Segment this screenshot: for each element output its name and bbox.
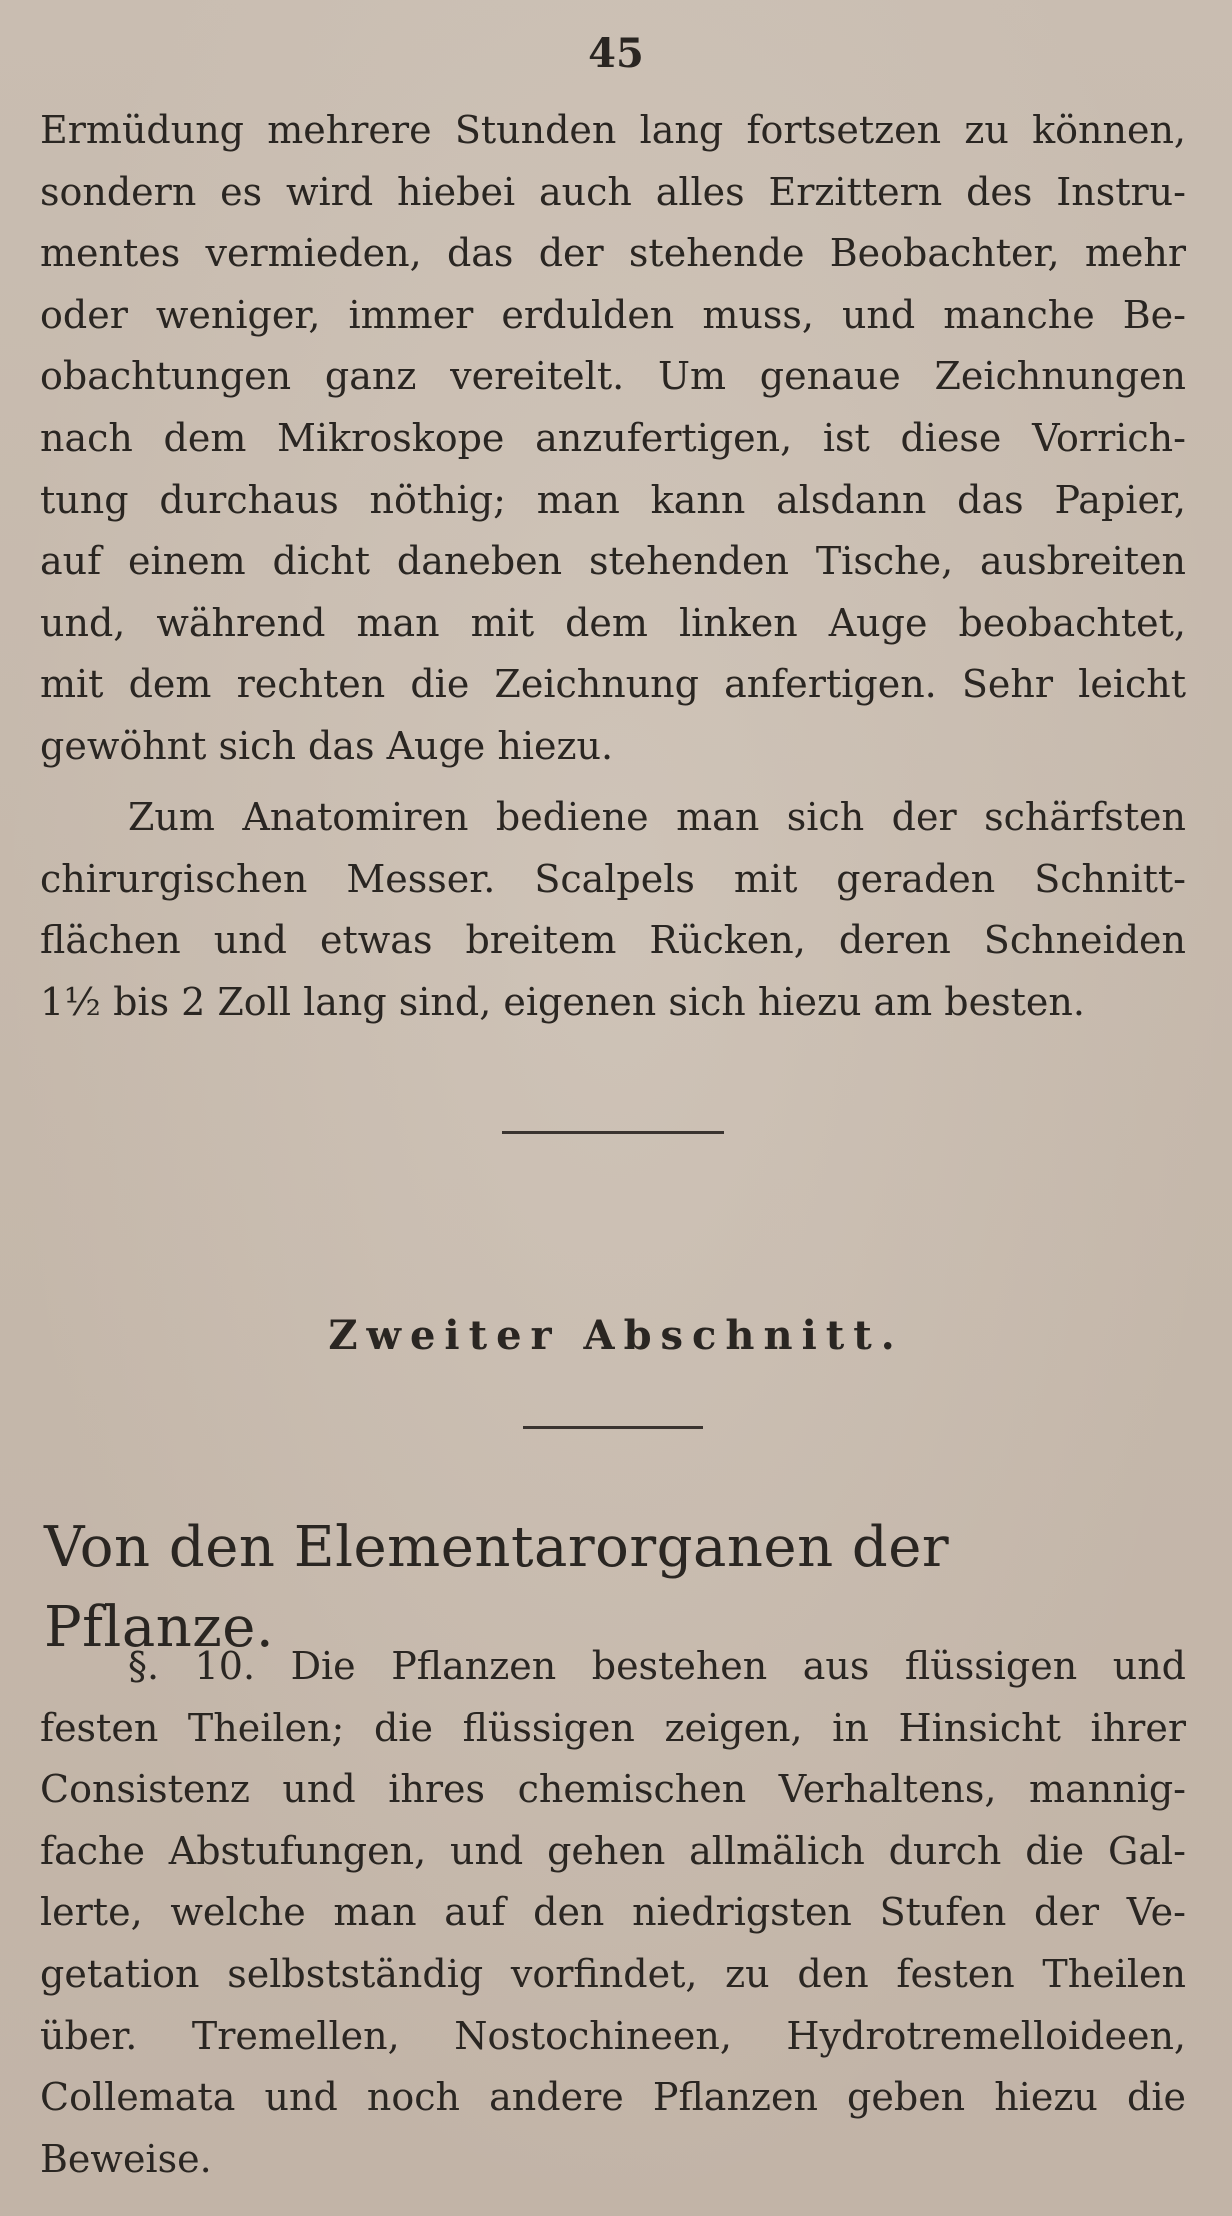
text-line: obachtungen ganz vereitelt. Um genaue Zeichnungen <box>40 354 1186 399</box>
section-heading: Zweiter Abschnitt. <box>328 1312 904 1359</box>
text-line: lerte, welche man auf den niedrigsten Stufen der Ve- <box>40 1890 1186 1935</box>
text-line: festen Theilen; die flüssigen zeigen, in Hinsicht ihrer <box>40 1705 1186 1750</box>
text-line: Consistenz und ihres chemischen Verhaltens, mannig- <box>40 1767 1186 1812</box>
text-line: Collemata und noch andere Pflanzen geben hiezu die <box>40 2075 1186 2120</box>
text-line: getation selbstständig vorfindet, zu den festen Theilen <box>40 1951 1186 1996</box>
text-line: über. Tremellen, Nostochineen, Hydrotremelloideen, <box>40 2013 1186 2058</box>
text-line: chirurgischen Messer. Scalpels mit geraden Schnitt- <box>40 856 1186 901</box>
text-line: 1½ bis 2 Zoll lang sind, eigenen sich hiezu am besten. <box>40 979 1085 1024</box>
text-line: mentes vermieden, das der stehende Beobachter, mehr <box>40 231 1186 276</box>
text-line: flächen und etwas breitem Rücken, deren Schneiden <box>40 918 1186 963</box>
paragraph-section-10 <box>40 1636 1186 2190</box>
divider-rule <box>523 1426 703 1429</box>
text-line: gewöhnt sich das Auge hiezu. <box>40 723 614 768</box>
text-line: §. 10. Die Pflanzen bestehen aus flüssigen und <box>128 1644 1186 1688</box>
text-line: und, während man mit dem linken Auge beobachtet, <box>40 600 1186 645</box>
page-number: 45 <box>588 30 644 77</box>
text-line: oder weniger, immer erdulden muss, und manche Be- <box>40 292 1186 337</box>
divider-rule <box>502 1131 724 1134</box>
chapter-title: Von den Elementarorganen der Pflanze. <box>44 1515 950 1660</box>
text-line: tung durchaus nöthig; man kann alsdann das Papier, <box>40 477 1186 522</box>
text-line: nach dem Mikroskope anzufertigen, ist diese Vorrich- <box>40 415 1186 460</box>
paragraph-anatomy <box>40 787 1186 1033</box>
text-line: fache Abstufungen, und gehen allmälich durch die Gal- <box>40 1828 1186 1873</box>
text-line: mit dem rechten die Zeichnung anfertigen. Sehr leicht <box>40 662 1186 707</box>
paragraph-continuation <box>40 100 1186 778</box>
text-line: Ermüdung mehrere Stunden lang fortsetzen zu können, <box>40 108 1186 152</box>
text-line: Beweise. <box>40 2136 212 2181</box>
text-line: sondern es wird hiebei auch alles Erzittern des Instru- <box>40 169 1186 214</box>
text-line: auf einem dicht daneben stehenden Tische, ausbreiten <box>40 539 1186 584</box>
text-line: Zum Anatomiren bediene man sich der schärfsten <box>128 795 1186 839</box>
